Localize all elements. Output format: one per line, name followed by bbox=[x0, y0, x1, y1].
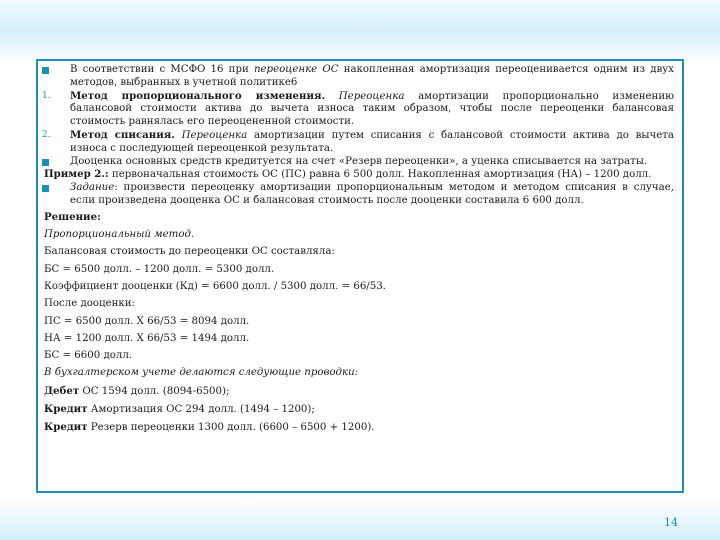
calc-line: Коэффициент дооценки (Кд) = 6600 долл. / 5300 долл. = 66/53. bbox=[44, 280, 386, 292]
method-2-title: Метод списания. bbox=[70, 128, 175, 141]
list-number: 1. bbox=[42, 90, 51, 101]
slide-body bbox=[44, 64, 674, 435]
page-number: 14 bbox=[664, 516, 678, 529]
list-number: 2. bbox=[42, 129, 51, 140]
square-bullet-icon bbox=[42, 185, 49, 192]
entry-debit: Дебет ОС 1594 долл. (8094-6500); bbox=[44, 384, 230, 397]
bottom-decor-band bbox=[0, 500, 720, 540]
method-1-emphasis: Переоценка bbox=[338, 90, 405, 102]
entry-credit-amortization: Кредит Амортизация ОС 294 долл. (1494 – 1200); bbox=[44, 403, 315, 416]
calc-line: Балансовая стоимость до переоценки ОС составляла: bbox=[44, 246, 335, 258]
example-label: Пример 2.: bbox=[44, 168, 109, 181]
paragraph-revaluation-reserve bbox=[44, 156, 674, 169]
paragraph-example bbox=[44, 168, 674, 182]
solution-heading: Решение: bbox=[44, 210, 101, 223]
top-decor-band bbox=[0, 0, 720, 58]
solution-method: Пропорциональный метод. bbox=[44, 229, 195, 241]
task-text: : произвести переоценку амортизации пропорциональным методом и методом списания в случае, если произведена дооценка ОС и балансовая стоимость после дооценки составила 6 600 долл. bbox=[70, 182, 674, 206]
task-label: Задание bbox=[70, 182, 115, 194]
intro-text: В соответствии с МСФО 16 при bbox=[70, 64, 254, 75]
intro-emphasis: переоценке ОС bbox=[253, 64, 339, 75]
paragraph-intro bbox=[44, 64, 674, 90]
reserve-text: Дооценка основных средств кредитуется на счет «Резерв переоценки», а уценка списывается на затраты. bbox=[70, 155, 648, 167]
entries-heading: В бухгалтерском учете делаются следующие проводки: bbox=[44, 367, 359, 379]
method-1-text: амортизации пропорционально изменению балансовой стоимости актива до вычета износа таким образом, чтобы после переоценки балансовая стоимость равнялась его переоцененной стоимости. bbox=[70, 90, 675, 128]
calc-line: БС = 6600 долл. bbox=[44, 350, 133, 362]
paragraph-method-1 bbox=[44, 90, 674, 129]
example-text: первоначальная стоимость ОС (ПС) равна 6 500 долл. Накопленная амортизация (НА) – 1200 долл. bbox=[108, 169, 652, 181]
square-bullet-icon bbox=[42, 159, 49, 166]
method-1-title: Метод пропорционального изменения. bbox=[70, 89, 326, 102]
paragraph-task bbox=[44, 182, 674, 208]
entry-credit-reserve: Кредит Резерв переоценки 1300 долл. (6600 – 6500 + 1200). bbox=[44, 421, 375, 434]
intro-text-end: накопленная амортизация переоценивается одним из двух методов, выбранных в учетной политике6 bbox=[70, 64, 675, 88]
calc-line: ПС = 6500 долл. Х 66/53 = 8094 долл. bbox=[44, 315, 250, 327]
square-bullet-icon bbox=[42, 67, 49, 74]
method-2-text: амортизации путем списания с балансовой стоимости актива до вычета износа с последующей переоценкой результата. bbox=[70, 129, 674, 154]
calc-line: БС = 6500 долл. – 1200 долл. = 5300 долл. bbox=[44, 263, 275, 275]
calc-line: После дооценки: bbox=[44, 298, 135, 310]
paragraph-method-2 bbox=[44, 129, 674, 156]
method-2-emphasis: Переоценка bbox=[181, 129, 248, 141]
calc-line: НА = 1200 долл. Х 66/53 = 1494 долл. bbox=[44, 332, 250, 344]
